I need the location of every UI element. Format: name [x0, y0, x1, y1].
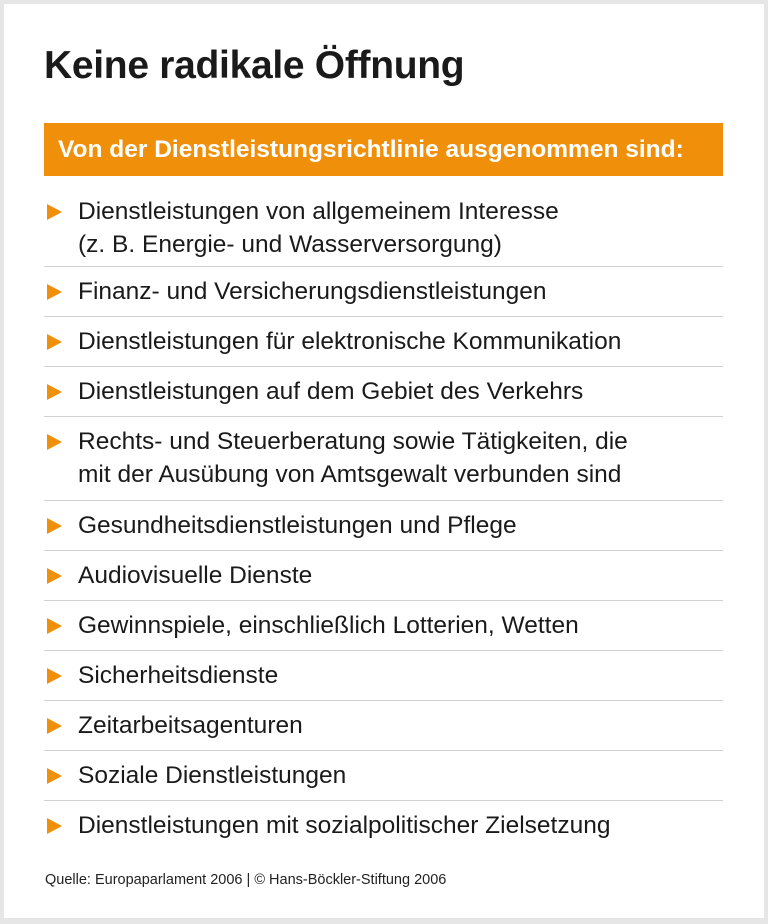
triangle-bullet-icon — [47, 204, 62, 220]
source-note: Quelle: Europaparlament 2006 | © Hans-Böckler-Stiftung 2006 — [45, 872, 447, 888]
list-item — [44, 801, 723, 851]
triangle-bullet-icon — [47, 568, 62, 584]
triangle-bullet-icon — [47, 818, 62, 834]
list-item-text: Dienstleistungen für elektronische Kommunikation — [78, 328, 622, 355]
list-item-text: Soziale Dienstleistungen — [78, 762, 347, 789]
infographic-card — [4, 4, 764, 918]
list-item-text: Sicherheitsdienste — [78, 662, 279, 689]
list-item-text: Audiovisuelle Dienste — [78, 562, 313, 589]
list-item-text: mit der Ausübung von Amtsgewalt verbunden sind — [78, 461, 622, 488]
list-item — [44, 176, 723, 267]
list-item — [44, 501, 723, 551]
list-item-text: (z. B. Energie- und Wasserversorgung) — [78, 231, 502, 258]
list-item — [44, 601, 723, 651]
triangle-bullet-icon — [47, 334, 62, 350]
list-item-text: Dienstleistungen auf dem Gebiet des Verkehrs — [78, 378, 584, 405]
triangle-bullet-icon — [47, 618, 62, 634]
page-title: Keine radikale Öffnung — [44, 44, 465, 87]
triangle-bullet-icon — [47, 434, 62, 450]
list-item — [44, 367, 723, 417]
triangle-bullet-icon — [47, 668, 62, 684]
list-item-text: Gesundheitsdienstleistungen und Pflege — [78, 512, 517, 539]
list-item — [44, 317, 723, 367]
list-item — [44, 651, 723, 701]
list-item-text: Rechts- und Steuerberatung sowie Tätigkeiten, die — [78, 428, 628, 455]
triangle-bullet-icon — [47, 284, 62, 300]
triangle-bullet-icon — [47, 384, 62, 400]
list-item-text: Finanz- und Versicherungsdienstleistungen — [78, 278, 547, 305]
list-item — [44, 701, 723, 751]
list-item-text: Zeitarbeitsagenturen — [78, 712, 303, 739]
list-item — [44, 267, 723, 317]
exemption-list — [44, 176, 723, 851]
section-banner: Von der Dienstleistungsrichtlinie ausgenommen sind: — [44, 123, 723, 176]
triangle-bullet-icon — [47, 518, 62, 534]
list-item — [44, 417, 723, 501]
list-item — [44, 751, 723, 801]
list-item-text: Dienstleistungen von allgemeinem Interesse — [78, 198, 559, 225]
list-item-text: Gewinnspiele, einschließlich Lotterien, Wetten — [78, 612, 579, 639]
list-item — [44, 551, 723, 601]
list-item-text: Dienstleistungen mit sozialpolitischer Zielsetzung — [78, 812, 611, 839]
triangle-bullet-icon — [47, 718, 62, 734]
triangle-bullet-icon — [47, 768, 62, 784]
